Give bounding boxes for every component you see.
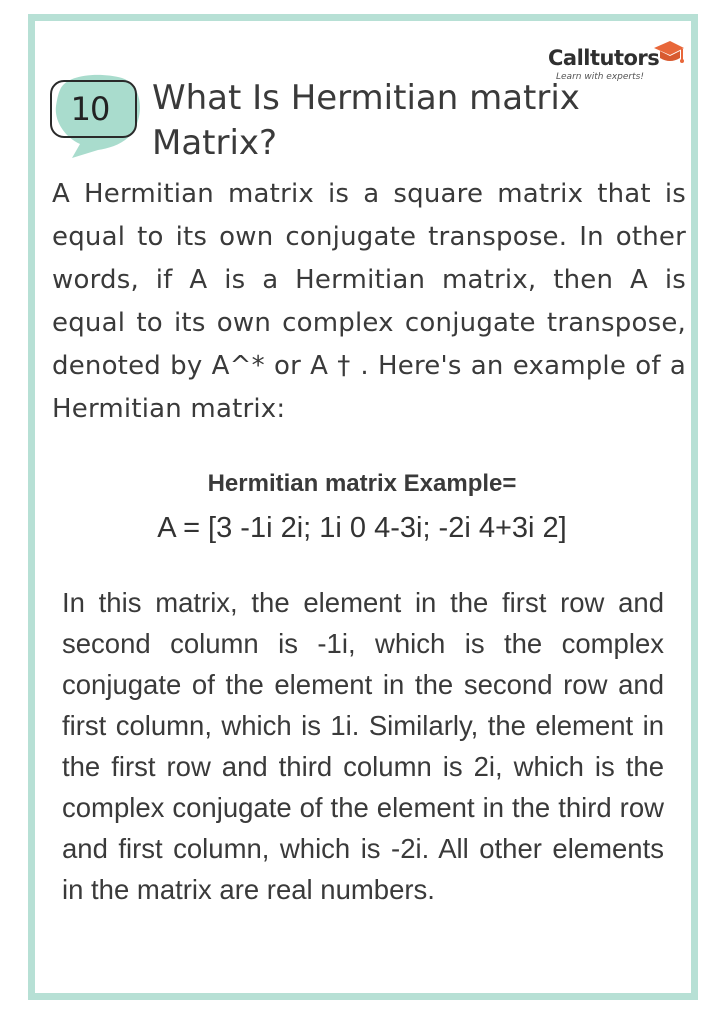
matrix-equation: A = [3 -1i 2i; 1i 0 4-3i; -2i 4+3i 2]	[157, 512, 567, 544]
example-heading-text: Hermitian matrix Example=	[207, 470, 517, 497]
intro-paragraph: A Hermitian matrix is a square matrix that is equal to its own conjugate transpose. In other words, if A is a Hermitian matrix, then A is equal to its own complex conjugate transpose, denoted by A^* or A † . Here's an example of a Hermitian matrix:	[52, 179, 686, 424]
title-line-1: What Is Hermitian matrix	[152, 78, 580, 118]
brand-name: Calltutors	[548, 46, 660, 70]
title-line-2: Matrix?	[152, 123, 278, 163]
explanation-paragraph: In this matrix, the element in the first row and second column is -1i, which is the complex conjugate of the element in the second row and first column, which is 1i. Similarly, the element in the first row and third column is 2i, which is the complex conjugate of the element in the third row and first column, which is -2i. All other elements in the matrix are real numbers.	[62, 587, 664, 905]
graduation-cap-icon	[650, 38, 686, 68]
example-heading	[0, 470, 724, 498]
brand-tagline: Learn with experts!	[556, 72, 644, 82]
page-title	[152, 76, 622, 166]
section-number: 10	[70, 90, 110, 128]
